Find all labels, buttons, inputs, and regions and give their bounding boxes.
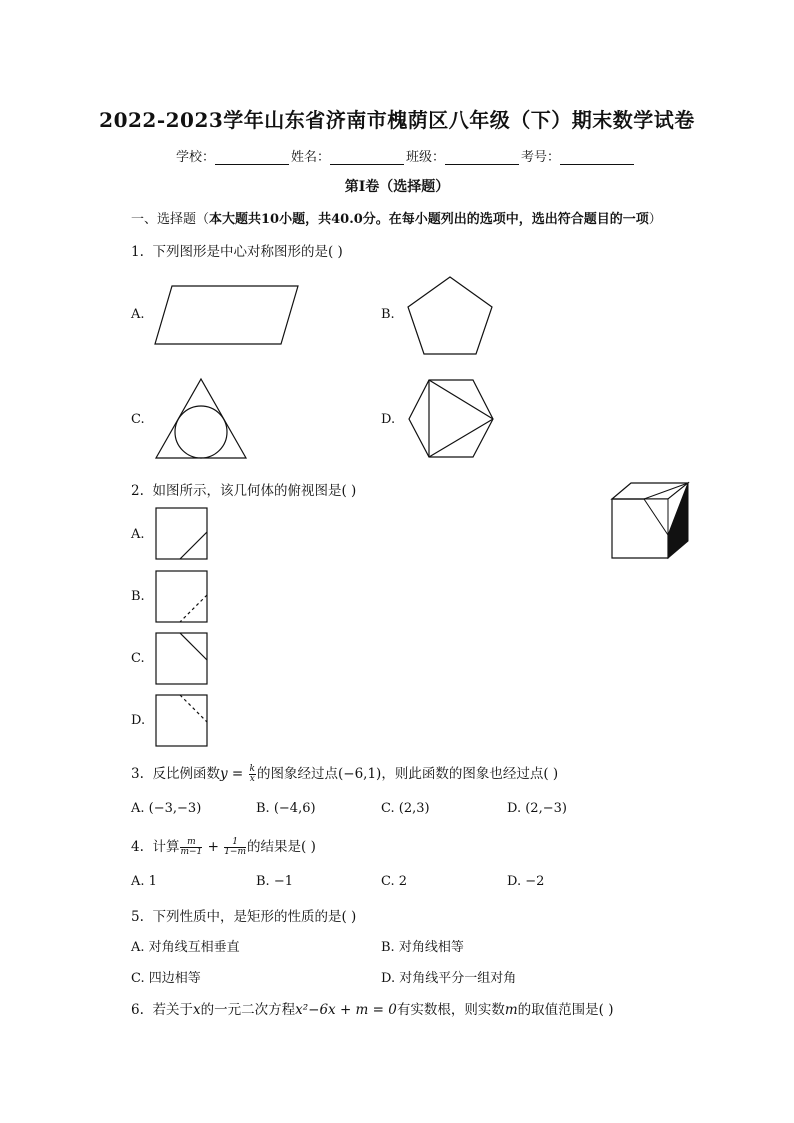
q4-f1-num: m xyxy=(180,838,202,848)
q4-c-value: 2 xyxy=(398,874,408,889)
q1-figure-d-hexagon xyxy=(407,379,495,459)
q1-option-a[interactable]: A. xyxy=(131,307,145,322)
part-desc: 本大题共10小题，共40.0分。在每小题列出的选项中，选出符合题目的一项 xyxy=(209,212,649,227)
q4-option-c[interactable] xyxy=(381,874,407,889)
q3-option-a[interactable] xyxy=(131,801,201,816)
q2-figure-d xyxy=(155,694,209,748)
q5-d-value: 对角线平分一组对角 xyxy=(399,971,517,986)
q2-figure-c xyxy=(155,632,209,686)
question-4 xyxy=(131,835,316,857)
q1-figure-b-pentagon xyxy=(406,276,494,356)
q6-mid2: 有实数根，则实数 xyxy=(396,1002,505,1018)
q3-option-b[interactable] xyxy=(256,801,316,816)
q3-number: 3. xyxy=(131,766,144,782)
q6-mid: 的一元二次方程 xyxy=(200,1002,296,1018)
q2-solid-figure xyxy=(611,481,691,561)
q4-b-value: −1 xyxy=(273,874,293,889)
q2-figure-b xyxy=(155,570,209,624)
part-heading xyxy=(131,208,662,227)
school-label: 学校： xyxy=(176,150,216,165)
q3-b-label: B. xyxy=(256,801,270,816)
q5-option-b[interactable] xyxy=(381,936,464,955)
q4-fraction-1 xyxy=(180,838,202,857)
q1-option-c[interactable]: C. xyxy=(131,412,145,427)
name-label: 姓名： xyxy=(291,150,331,165)
q5-number: 5. xyxy=(131,909,144,925)
name-blank[interactable] xyxy=(330,150,404,165)
q5-option-c[interactable] xyxy=(131,967,201,986)
q3-eq: = xyxy=(227,766,248,782)
q4-a-label: A. xyxy=(131,874,145,889)
class-label: 班级： xyxy=(406,150,446,165)
q3-fraction xyxy=(249,765,256,784)
part-label: 一、选择题（ xyxy=(131,212,210,227)
q5-c-value: 四边相等 xyxy=(148,971,201,986)
question-3 xyxy=(131,762,558,784)
q2-number: 2. xyxy=(131,483,144,499)
q4-f2-den: 1−m xyxy=(224,847,247,857)
q1-figure-a-parallelogram xyxy=(155,284,300,346)
q3-option-d[interactable] xyxy=(507,801,567,816)
q6-number: 6. xyxy=(131,1002,144,1018)
section-heading: 第Ⅰ卷（选择题） xyxy=(344,179,450,195)
exam-title: 2022-2023学年山东省济南市槐荫区八年级（下）期末数学试卷 xyxy=(99,108,695,132)
q3-post: ，则此函数的图象也经过点( ) xyxy=(381,766,559,782)
q3-mid: 的图象经过点 xyxy=(257,766,338,782)
q1-option-b[interactable]: B. xyxy=(381,307,395,322)
q5-option-a[interactable] xyxy=(131,936,240,955)
q2-option-c[interactable]: C. xyxy=(131,651,145,666)
q2-option-b[interactable]: B. xyxy=(131,589,145,604)
q4-pre: 计算 xyxy=(152,839,180,855)
q2-option-d[interactable]: D. xyxy=(131,713,146,728)
q3-a-label: A. xyxy=(131,801,145,816)
question-6 xyxy=(131,998,613,1018)
q4-plus: + xyxy=(203,839,224,855)
q4-d-label: D. xyxy=(507,874,522,889)
school-blank[interactable] xyxy=(215,150,289,165)
student-info-line xyxy=(176,146,636,165)
q4-c-label: C. xyxy=(381,874,395,889)
q4-option-b[interactable] xyxy=(256,874,293,889)
q2-figure-a xyxy=(155,507,209,561)
q2-option-a[interactable]: A. xyxy=(131,527,145,542)
question-1 xyxy=(131,240,343,260)
q6-m: m xyxy=(504,1002,518,1018)
q4-option-a[interactable] xyxy=(131,874,157,889)
q3-c-value: (2,3) xyxy=(398,801,430,816)
q5-b-value: 对角线相等 xyxy=(398,940,464,955)
q5-d-label: D. xyxy=(381,971,396,986)
q4-a-value: 1 xyxy=(148,874,157,889)
q1-number: 1. xyxy=(131,244,144,260)
q6-pre: 若关于 xyxy=(152,1002,193,1018)
q4-number: 4. xyxy=(131,839,144,855)
q4-post: 的结果是( ) xyxy=(247,839,316,855)
q2-text: 如图所示，该几何体的俯视图是( ) xyxy=(152,483,357,499)
q5-option-d[interactable] xyxy=(381,967,516,986)
part-close: ） xyxy=(648,212,662,227)
q3-y: y xyxy=(219,766,228,782)
question-5 xyxy=(131,905,356,925)
q4-b-label: B. xyxy=(256,874,270,889)
q5-a-label: A. xyxy=(131,940,145,955)
q4-option-d[interactable] xyxy=(507,874,544,889)
question-2 xyxy=(131,479,356,499)
q3-b-value: (−4,6) xyxy=(273,801,316,816)
q3-d-label: D. xyxy=(507,801,522,816)
q3-d-value: (2,−3) xyxy=(525,801,567,816)
q4-fraction-2 xyxy=(224,838,246,857)
q4-d-value: −2 xyxy=(525,874,545,889)
q5-a-value: 对角线互相垂直 xyxy=(148,940,240,955)
q1-text: 下列图形是中心对称图形的是( ) xyxy=(152,244,343,260)
q1-option-d[interactable]: D. xyxy=(381,412,396,427)
q6-post: 的取值范围是( ) xyxy=(517,1002,614,1018)
q3-k: k xyxy=(249,764,255,774)
q6-var: x xyxy=(192,1002,201,1018)
q4-f1-den: m−1 xyxy=(180,847,203,857)
class-blank[interactable] xyxy=(445,150,519,165)
q3-c-label: C. xyxy=(381,801,395,816)
q5-b-label: B. xyxy=(381,940,395,955)
exam-no-label: 考号： xyxy=(521,150,561,165)
q4-f2-num: 1 xyxy=(224,838,246,848)
q3-pre: 反比例函数 xyxy=(152,766,220,782)
q3-point: (−6,1) xyxy=(338,766,382,782)
q1-figure-c-triangle-circle xyxy=(154,378,248,460)
q3-option-c[interactable] xyxy=(381,801,430,816)
q5-text: 下列性质中，是矩形的性质的是( ) xyxy=(152,909,357,925)
q3-x: x xyxy=(249,774,255,784)
q5-c-label: C. xyxy=(131,971,145,986)
exam-no-blank[interactable] xyxy=(560,150,634,165)
q3-a-value: (−3,−3) xyxy=(148,801,202,816)
q6-equation: x²−6x + m = 0 xyxy=(295,1002,397,1018)
